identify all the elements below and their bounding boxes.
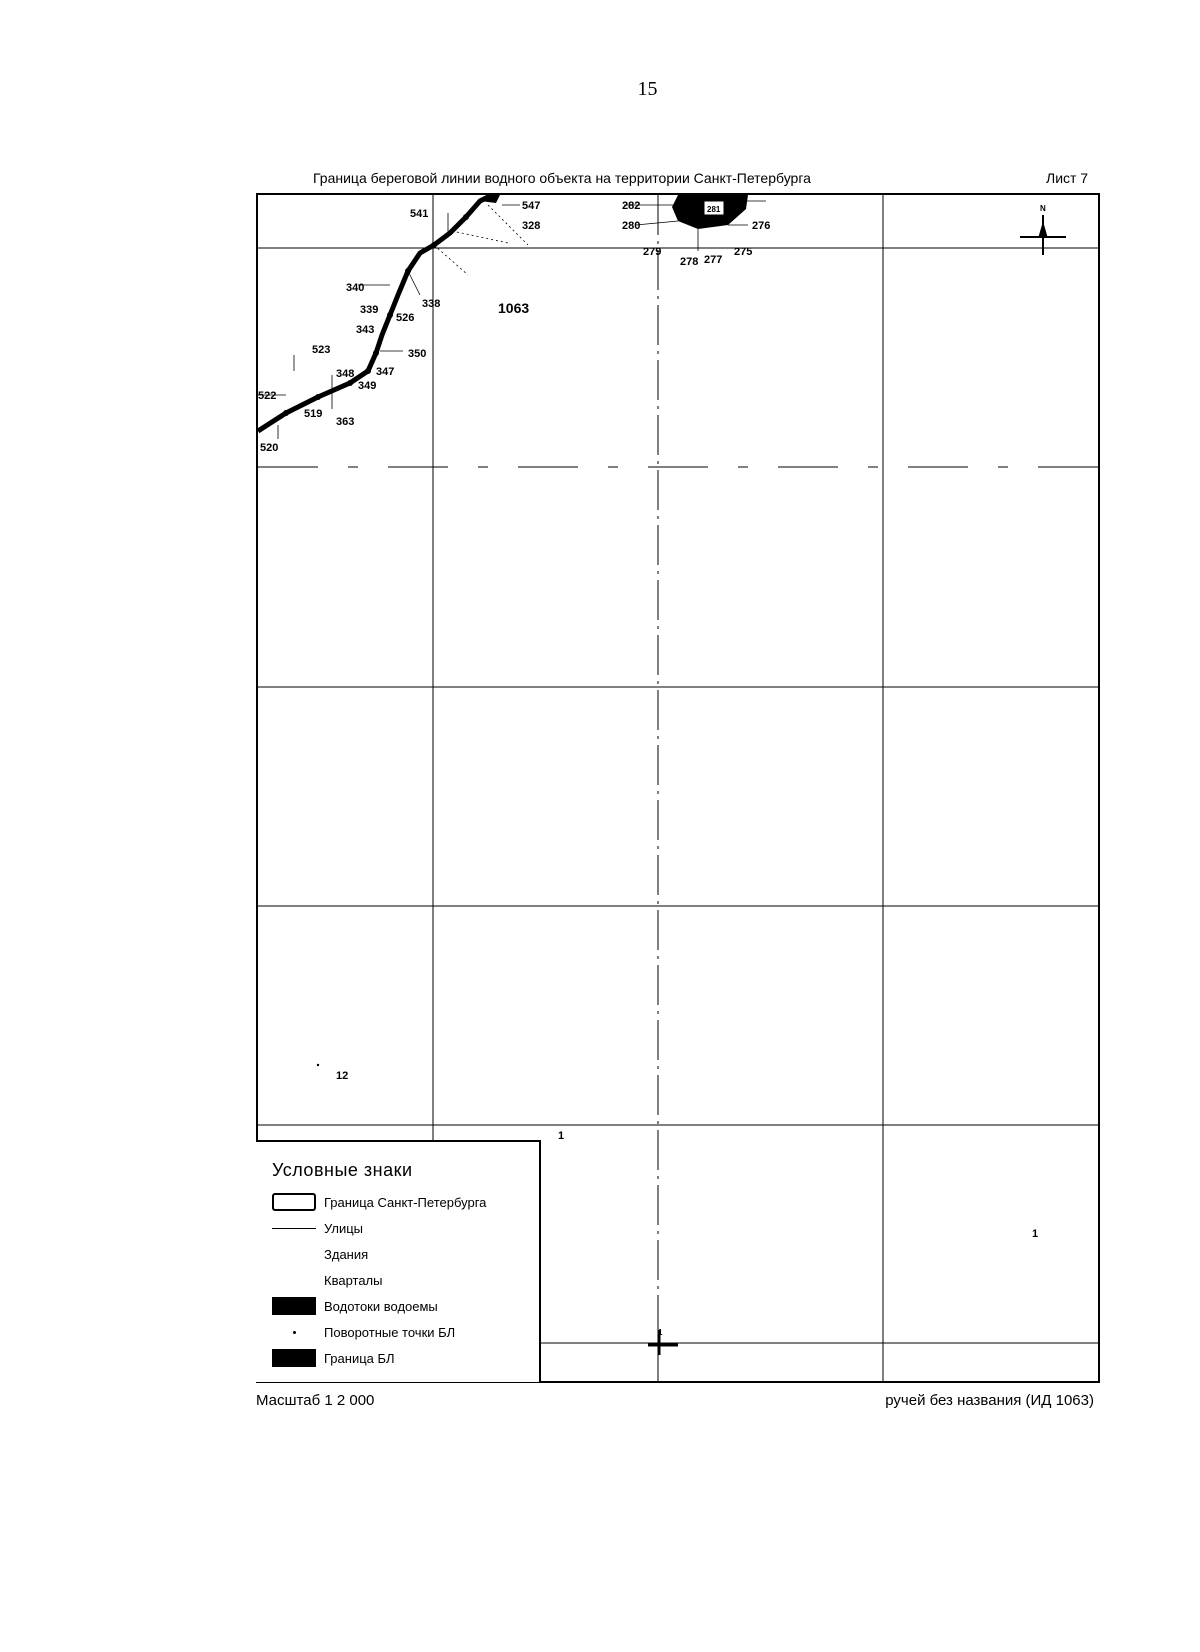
- point-label: 1: [658, 1328, 663, 1337]
- compass-letter: N: [1040, 204, 1046, 213]
- legend-item-turning-points: Поворотные точки БЛ: [272, 1322, 455, 1342]
- point-label: 523: [312, 344, 331, 356]
- point-label: 279: [643, 246, 662, 258]
- point-label: 350: [408, 348, 427, 360]
- legend-item-city-boundary: Граница Санкт-Петербурга: [272, 1192, 486, 1212]
- point-label: 519: [304, 408, 323, 420]
- point-label: 547: [522, 200, 541, 212]
- point-label: 278: [680, 256, 699, 268]
- shoreline-symbol-icon: [272, 1349, 316, 1367]
- point-label: 277: [704, 254, 723, 266]
- sheet-label: Лист 7: [1046, 170, 1089, 186]
- point-label: 276: [752, 220, 771, 232]
- point-label: 281: [707, 205, 721, 214]
- blocks-symbol-icon: [272, 1271, 316, 1289]
- point-label: 541: [410, 208, 429, 220]
- point-label: 12: [336, 1070, 349, 1082]
- legend-item-watercourses: Водотоки водоемы: [272, 1296, 438, 1316]
- point-label: 520: [260, 442, 279, 454]
- object-name-label: ручей без названия (ИД 1063): [885, 1392, 1094, 1409]
- point-label: 347: [376, 366, 395, 378]
- legend-item-shoreline: Граница БЛ: [272, 1348, 395, 1368]
- point-label: 340: [346, 282, 365, 294]
- legend-item-buildings: Здания: [272, 1244, 368, 1264]
- point-label: 363: [336, 416, 355, 428]
- point-label: 349: [358, 380, 377, 392]
- point-label: 275: [734, 246, 753, 258]
- north-arrow-icon: [1020, 215, 1066, 255]
- buildings-symbol-icon: [272, 1245, 316, 1263]
- object-id-label: 1063: [498, 300, 530, 316]
- point-label: 282: [622, 200, 641, 212]
- map-title: Граница береговой линии водного объекта на территории Санкт-Петербурга: [313, 170, 811, 186]
- legend-item-blocks: Кварталы: [272, 1270, 382, 1290]
- street-line-symbol-icon: [272, 1219, 316, 1237]
- point-label: 1: [1032, 1228, 1039, 1240]
- point-label: 280: [622, 220, 641, 232]
- point-label: 522: [258, 390, 277, 402]
- point-label: 338: [422, 298, 441, 310]
- legend-item-streets: Улицы: [272, 1218, 363, 1238]
- stream-course: [258, 195, 766, 1066]
- legend: [256, 1140, 541, 1382]
- scale-label: Масштаб 1 2 000: [256, 1392, 375, 1409]
- point-label: 339: [360, 304, 379, 316]
- legend-title: Условные знаки: [272, 1160, 413, 1180]
- city-boundary-symbol-icon: [272, 1193, 316, 1211]
- point-label: 348: [336, 368, 355, 380]
- point-label: 343: [356, 324, 375, 336]
- point-label: 526: [396, 312, 415, 324]
- turning-point-symbol-icon: [272, 1323, 316, 1341]
- point-label: 1: [558, 1130, 565, 1142]
- watercourse-symbol-icon: [272, 1297, 316, 1315]
- page-number: 15: [637, 78, 658, 100]
- point-label: 328: [522, 220, 541, 232]
